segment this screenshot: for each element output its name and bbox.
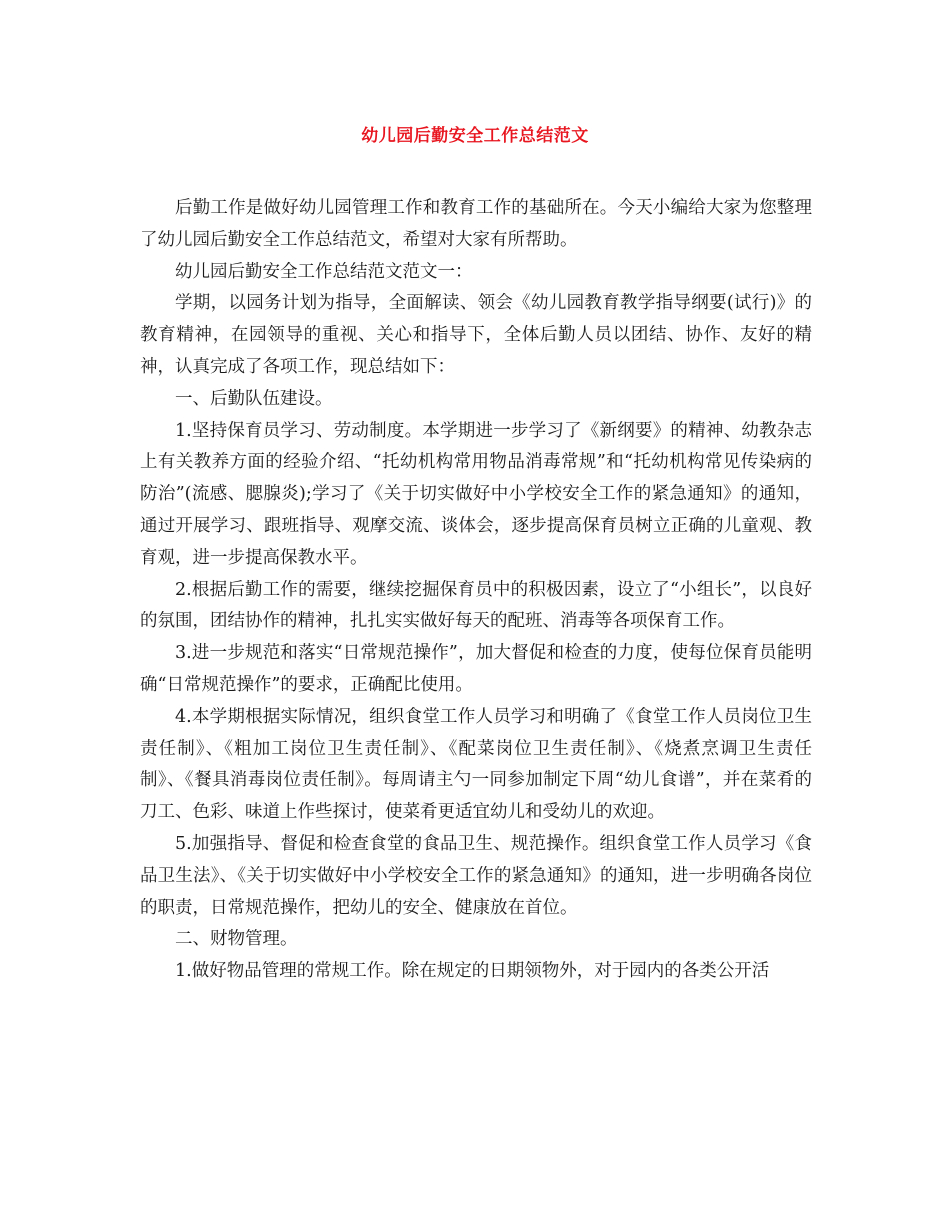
paragraph-summary-opening: 学期，以园务计划为指导，全面解读、领会《幼儿园教育教学指导纲要(试行)》的教育精神，在园领导的重视、关心和指导下，全体后勤人员以团结、协作、友好的精神，认真完成了各项工作，现总结如下： xyxy=(140,293,812,377)
paragraph-item-3: 3.进一步规范和落实“日常规范操作”，加大督促和检查的力度，使每位保育员能明确“日常规范操作”的要求，正确配比使用。 xyxy=(140,643,812,695)
paragraph-item-4: 4.本学期根据实际情况，组织食堂工作人员学习和明确了《食堂工作人员岗位卫生责任制》、《粗加工岗位卫生责任制》、《配菜岗位卫生责任制》、《烧煮烹调卫生责任制》、《餐具消毒岗位责任制》。每周请主勺一同参加制定下周“幼儿食谱”，并在菜肴的刀工、色彩、味道上作些探讨，使菜肴更适宜幼儿和受幼儿的欢迎。 xyxy=(140,706,812,823)
document-body xyxy=(140,193,812,988)
paragraph-property-item-1: 1.做好物品管理的常规工作。除在规定的日期领物外，对于园内的各类公开活 xyxy=(175,961,770,982)
paragraph-item-5: 5.加强指导、督促和检查食堂的食品卫生、规范操作。组织食堂工作人员学习《食品卫生法》、《关于切实做好中小学校安全工作的紧急通知》的通知，进一步明确各岗位的职责，日常规范操作，把幼儿的安全、健康放在首位。 xyxy=(140,833,812,918)
section-heading-team-building: 一、后勤队伍建设。 xyxy=(175,388,333,409)
paragraph-heading-sample-one: 幼儿园后勤安全工作总结范文范文一： xyxy=(175,261,473,282)
paragraph-item-1: 1.坚持保育员学习、劳动制度。本学期进一步学习了《新纲要》的精神、幼教杂志上有关教养方面的经验介绍、“托幼机构常用物品消毒常规”和“托幼机构常见传染病的防治”(流感、腮腺炎);学习了《关于切实做好中小学校安全工作的紧急通知》的通知，通过开展学习、跟班指导、观摩交流、谈体会，逐步提高保育员树立正确的儿童观、教育观，进一步提高保教水平。 xyxy=(140,420,812,568)
paragraph-intro: 后勤工作是做好幼儿园管理工作和教育工作的基础所在。今天小编给大家为您整理了幼儿园后勤安全工作总结范文，希望对大家有所帮助。 xyxy=(140,198,812,250)
section-heading-property-management: 二、财物管理。 xyxy=(175,929,298,950)
paragraph-item-2: 2.根据后勤工作的需要，继续挖掘保育员中的积极因素，设立了“小组长”，以良好的氛围，团结协作的精神，扎扎实实做好每天的配班、消毒等各项保育工作。 xyxy=(140,579,812,632)
document-title: 幼儿园后勤安全工作总结范文 xyxy=(361,126,589,146)
